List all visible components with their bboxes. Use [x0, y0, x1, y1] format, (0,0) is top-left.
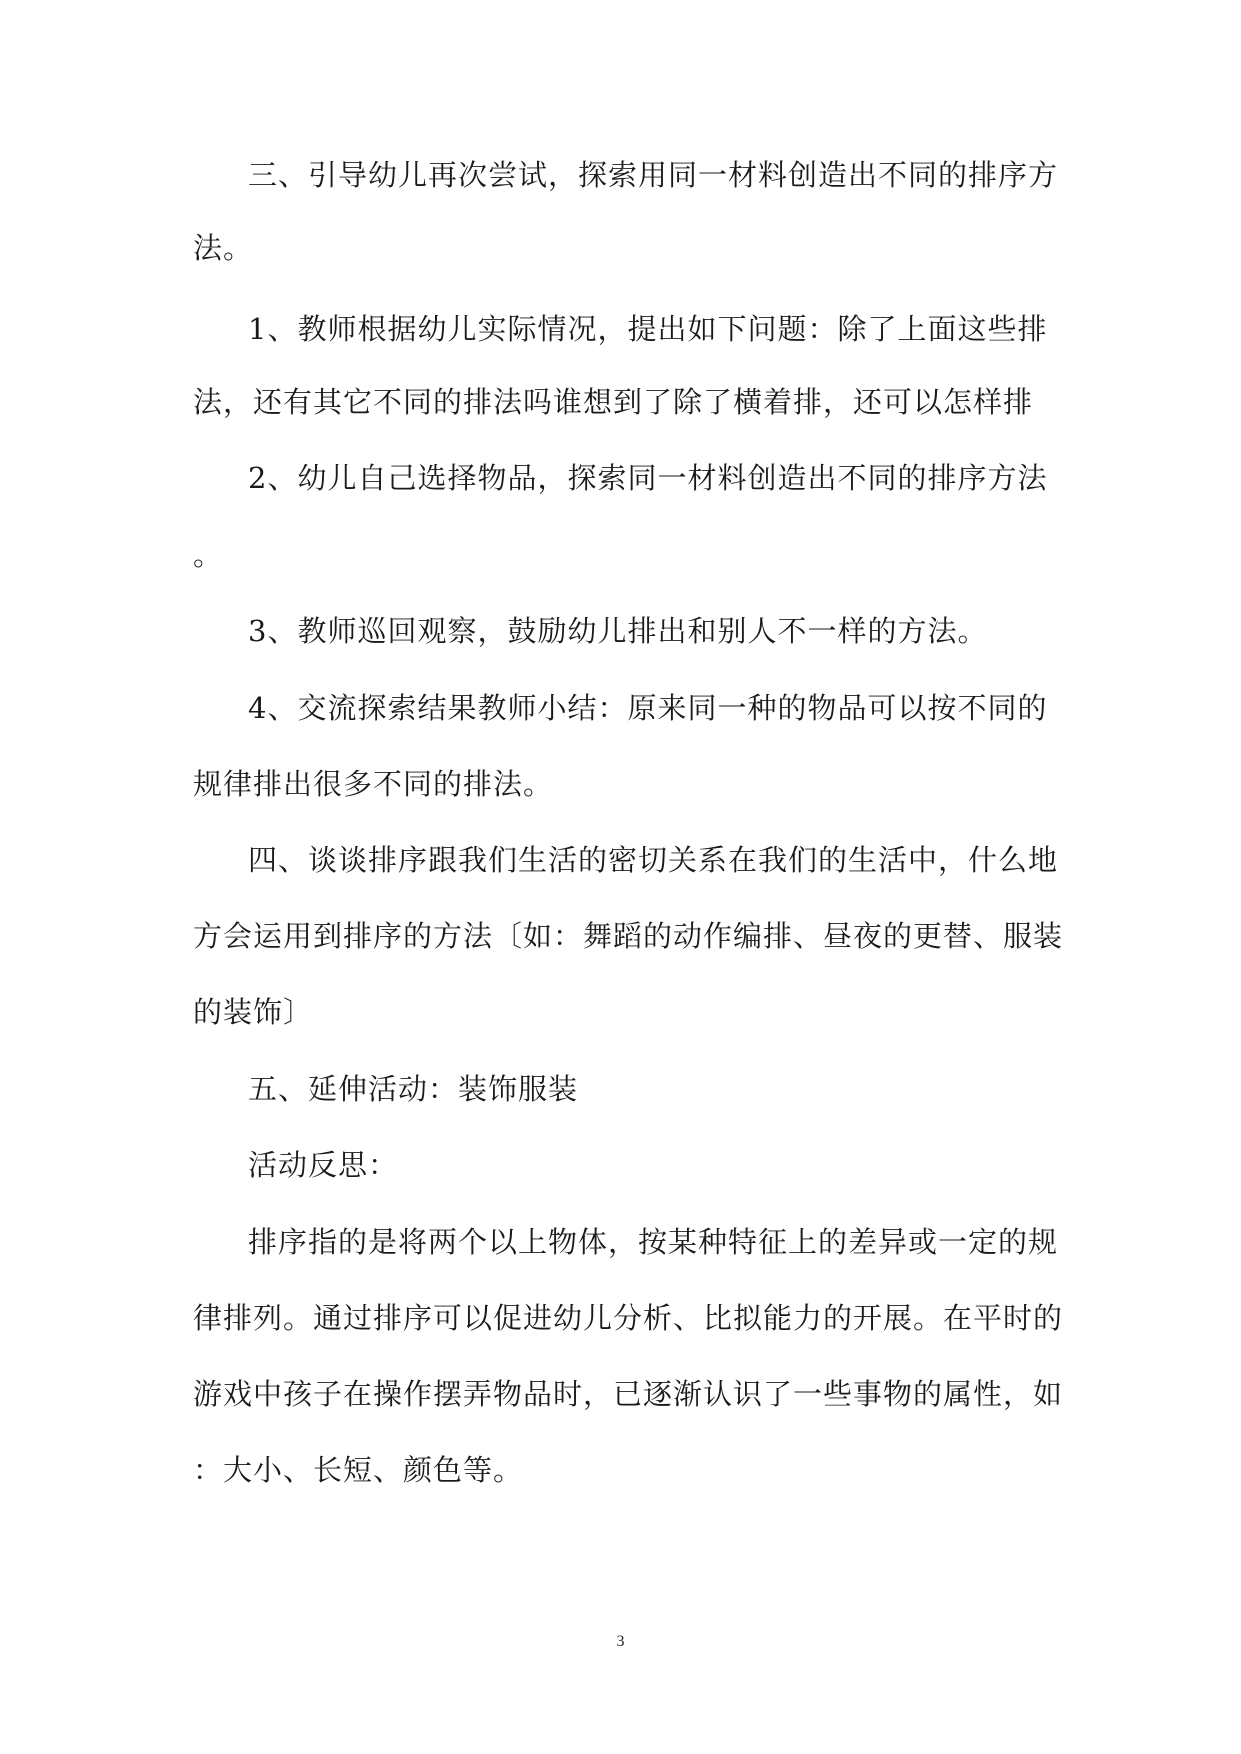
text-line: 四、谈谈排序跟我们生活的密切关系在我们的生活中，什么地: [248, 843, 1059, 877]
text-line: 的装饰〕: [193, 995, 314, 1029]
text-line: 游戏中孩子在操作摆弄物品时，已逐渐认识了一些事物的属性，如: [193, 1377, 1064, 1411]
text-line: 4、交流探索结果教师小结：原来同一种的物品可以按不同的: [248, 691, 1048, 725]
text-line: 1、教师根据幼儿实际情况，提出如下问题：除了上面这些排: [248, 312, 1048, 346]
text-line: 方会运用到排序的方法〔如：舞蹈的动作编排、昼夜的更替、服装: [193, 919, 1064, 953]
text-line: 规律排出很多不同的排法。: [193, 767, 554, 801]
text-line: 排序指的是将两个以上物体，按某种特征上的差异或一定的规: [248, 1225, 1059, 1259]
text-line: 2、幼儿自己选择物品，探索同一材料创造出不同的排序方法: [248, 461, 1048, 495]
text-line: 3、教师巡回观察，鼓励幼儿排出和别人不一样的方法。: [248, 614, 988, 648]
text-line: 五、延伸活动：装饰服装: [248, 1072, 579, 1106]
text-line: ：大小、长短、颜色等。: [193, 1453, 524, 1487]
text-line: 活动反思：: [248, 1148, 399, 1182]
text-line: 律排列。通过排序可以促进幼儿分析、比拟能力的开展。在平时的: [193, 1301, 1064, 1335]
text-line: 法，还有其它不同的排法吗谁想到了除了横着排，还可以怎样排: [193, 385, 1034, 419]
text-line: 三、引导幼儿再次尝试，探索用同一材料创造出不同的排序方: [248, 158, 1059, 192]
text-line: 法。: [193, 231, 254, 265]
text-line: 。: [193, 538, 224, 572]
page-number: 3: [616, 1633, 625, 1650]
